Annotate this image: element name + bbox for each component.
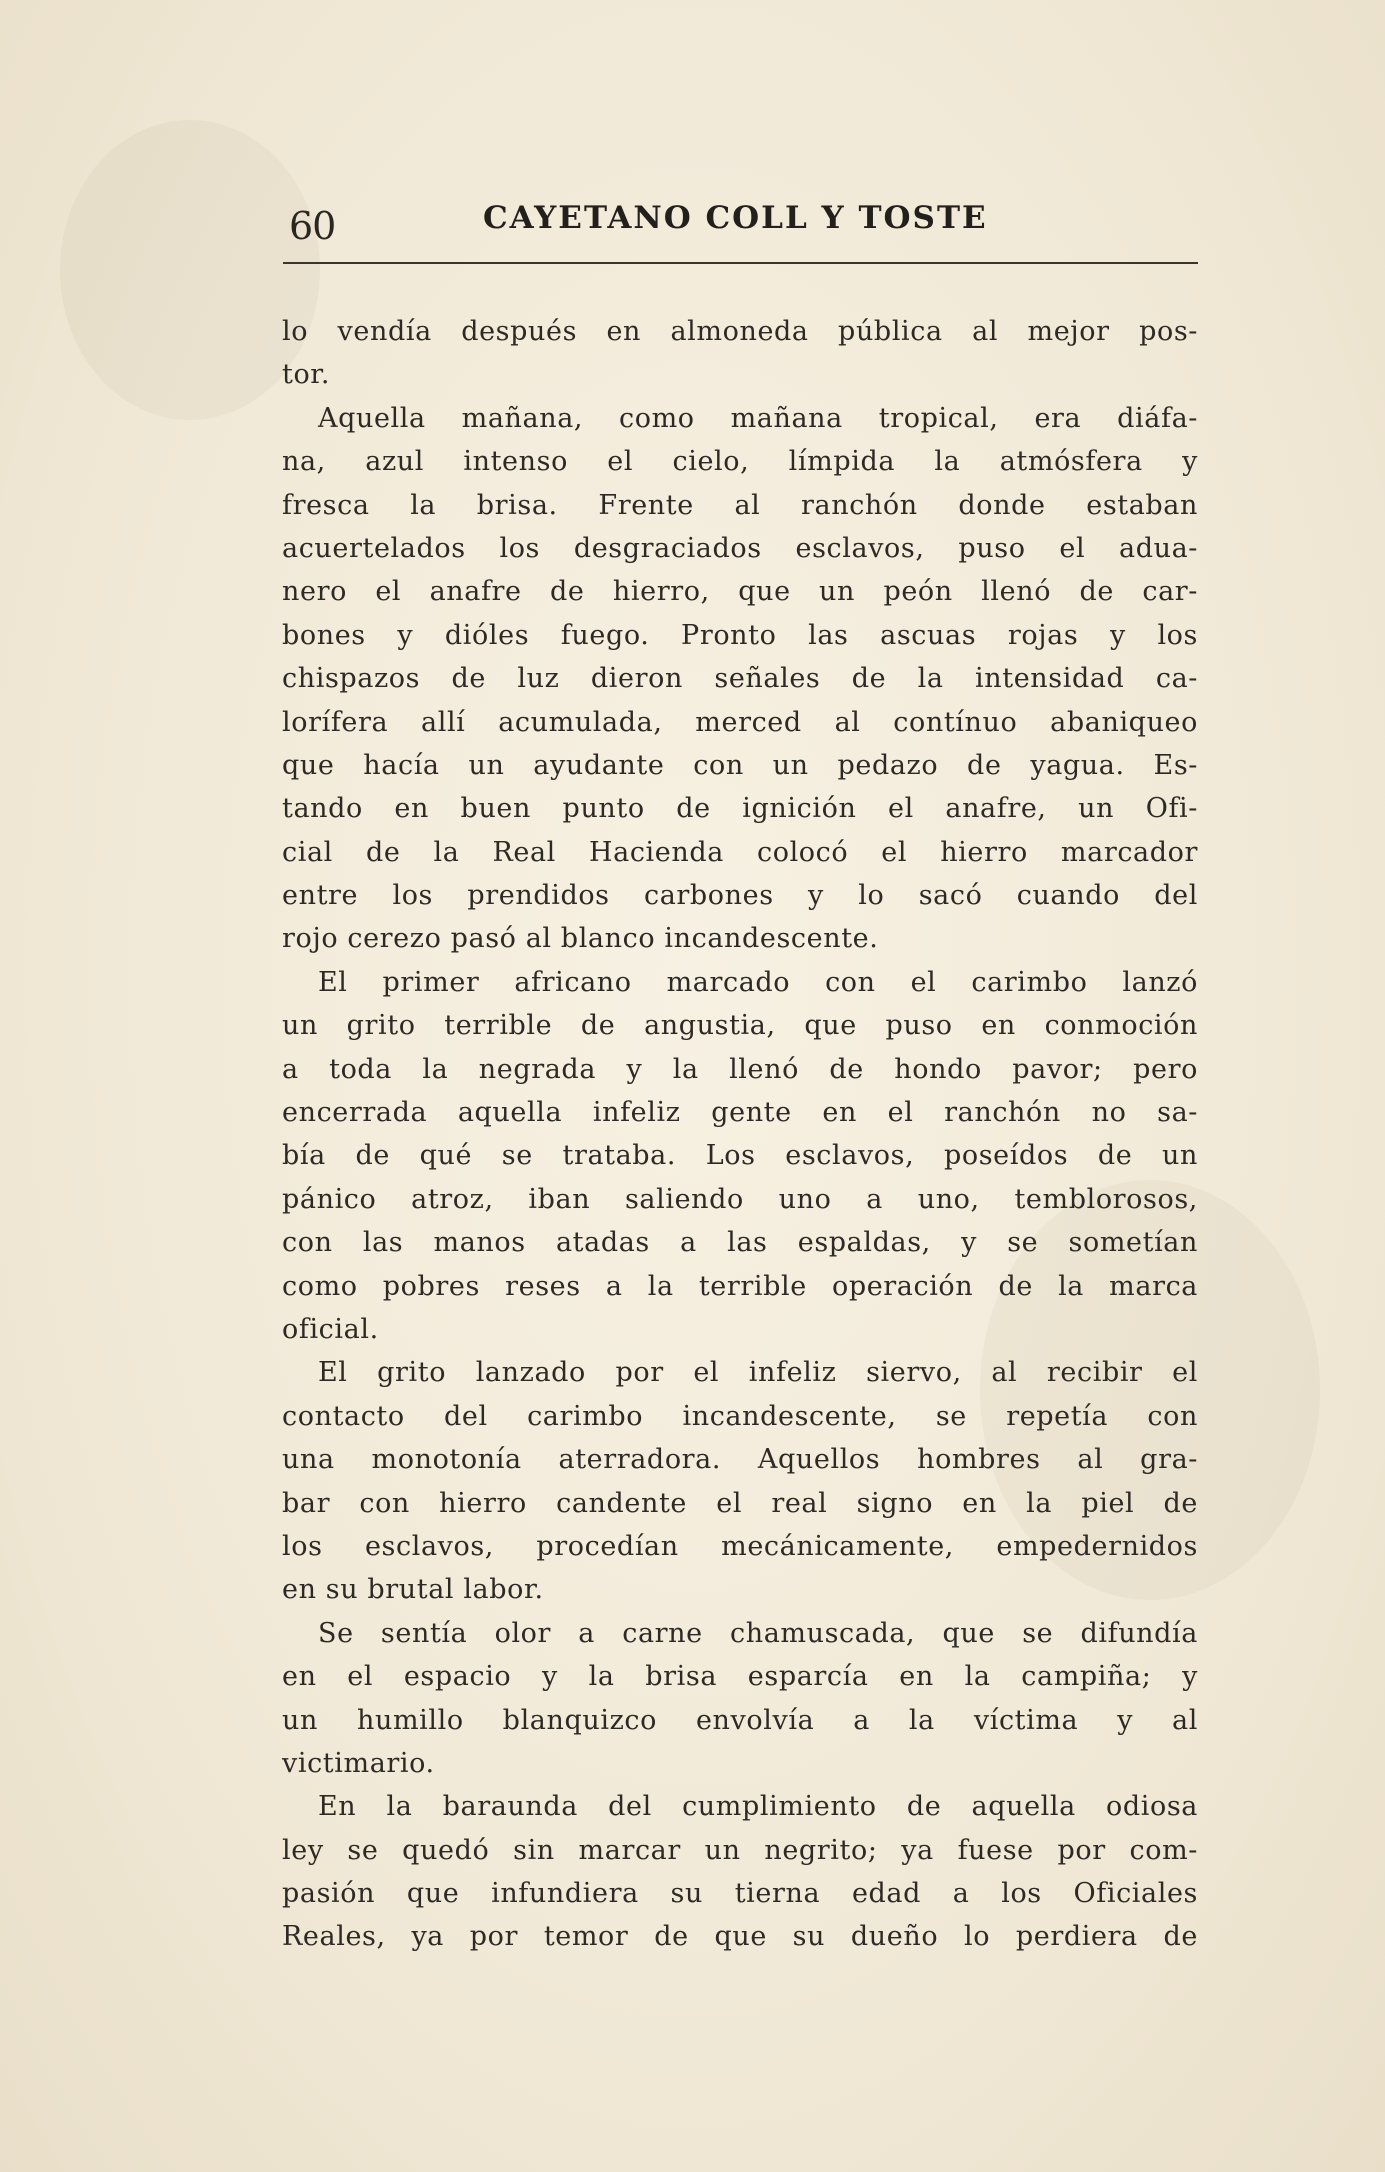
text-line: chispazos de luz dieron señales de la intensidad ca- [282, 663, 1198, 695]
text-line: Reales, ya por temor de que su dueño lo perdiera de [282, 1921, 1198, 1953]
text-line: como pobres reses a la terrible operación de la marca [282, 1270, 1198, 1302]
text-line: entre los prendidos carbones y lo sacó cuando del [282, 880, 1198, 912]
text-line: bía de qué se trataba. Los esclavos, poseídos de un [282, 1140, 1198, 1172]
text-line: en el espacio y la brisa esparcía en la campiña; y [282, 1661, 1198, 1693]
text-line: Aquella mañana, como mañana tropical, era diáfa- [318, 402, 1198, 434]
text-line: rojo cerezo pasó al blanco incandescente. [282, 923, 879, 955]
running-title: CAYETANO COLL Y TOSTE [483, 200, 988, 236]
header-rule [283, 262, 1198, 264]
text-line: Se sentía olor a carne chamuscada, que se difundía [318, 1617, 1198, 1649]
text-line: un humillo blanquizco envolvía a la víctima y al [282, 1704, 1198, 1736]
text-line: tando en buen punto de ignición el anafre, un Ofi- [282, 793, 1198, 825]
text-line: na, azul intenso el cielo, límpida la atmósfera y [282, 446, 1198, 478]
text-line: a toda la negrada y la llenó de hondo pavor; pero [282, 1053, 1198, 1085]
text-line: oficial. [282, 1313, 379, 1345]
text-line: una monotonía aterradora. Aquellos hombres al gra- [282, 1444, 1198, 1476]
text-line: bar con hierro candente el real signo en la piel de [282, 1487, 1198, 1519]
page-number: 60 [289, 204, 336, 248]
text-line: cial de la Real Hacienda colocó el hierro marcador [282, 836, 1198, 868]
text-line: lo vendía después en almoneda pública al mejor pos- [282, 316, 1198, 347]
text-line: un grito terrible de angustia, que puso en conmoción [282, 1010, 1198, 1042]
page-header [283, 190, 1200, 260]
text-line: lorífera allí acumulada, merced al contínuo abaniqueo [282, 706, 1198, 738]
paper-stain [60, 120, 320, 420]
text-line: victimario. [282, 1747, 435, 1779]
text-line: acuertelados los desgraciados esclavos, puso el adua- [282, 532, 1198, 564]
text-line: encerrada aquella infeliz gente en el ranchón no sa- [282, 1097, 1198, 1129]
text-line: En la baraunda del cumplimiento de aquella odiosa [318, 1791, 1198, 1823]
text-line: El primer africano marcado con el carimbo lanzó [318, 966, 1198, 998]
text-line: pasión que infundiera su tierna edad a los Oficiales [282, 1878, 1198, 1910]
text-line: pánico atroz, iban saliendo uno a uno, temblorosos, [282, 1183, 1198, 1215]
text-line: que hacía un ayudante con un pedazo de yagua. Es- [282, 749, 1198, 781]
text-line: tor. [282, 359, 331, 391]
text-line: El grito lanzado por el infeliz siervo, al recibir el [318, 1357, 1198, 1389]
text-line: ley se quedó sin marcar un negrito; ya fuese por com- [282, 1834, 1198, 1866]
body-text [282, 310, 1198, 1959]
text-line: fresca la brisa. Frente al ranchón donde estaban [282, 489, 1198, 521]
text-line: contacto del carimbo incandescente, se repetía con [282, 1400, 1198, 1432]
text-line: con las manos atadas a las espaldas, y se sometían [282, 1227, 1198, 1259]
text-line: nero el anafre de hierro, que un peón llenó de car- [282, 576, 1198, 608]
text-line: en su brutal labor. [282, 1574, 544, 1606]
text-line: bones y dióles fuego. Pronto las ascuas rojas y los [282, 619, 1198, 651]
text-line: los esclavos, procedían mecánicamente, empedernidos [282, 1530, 1198, 1562]
